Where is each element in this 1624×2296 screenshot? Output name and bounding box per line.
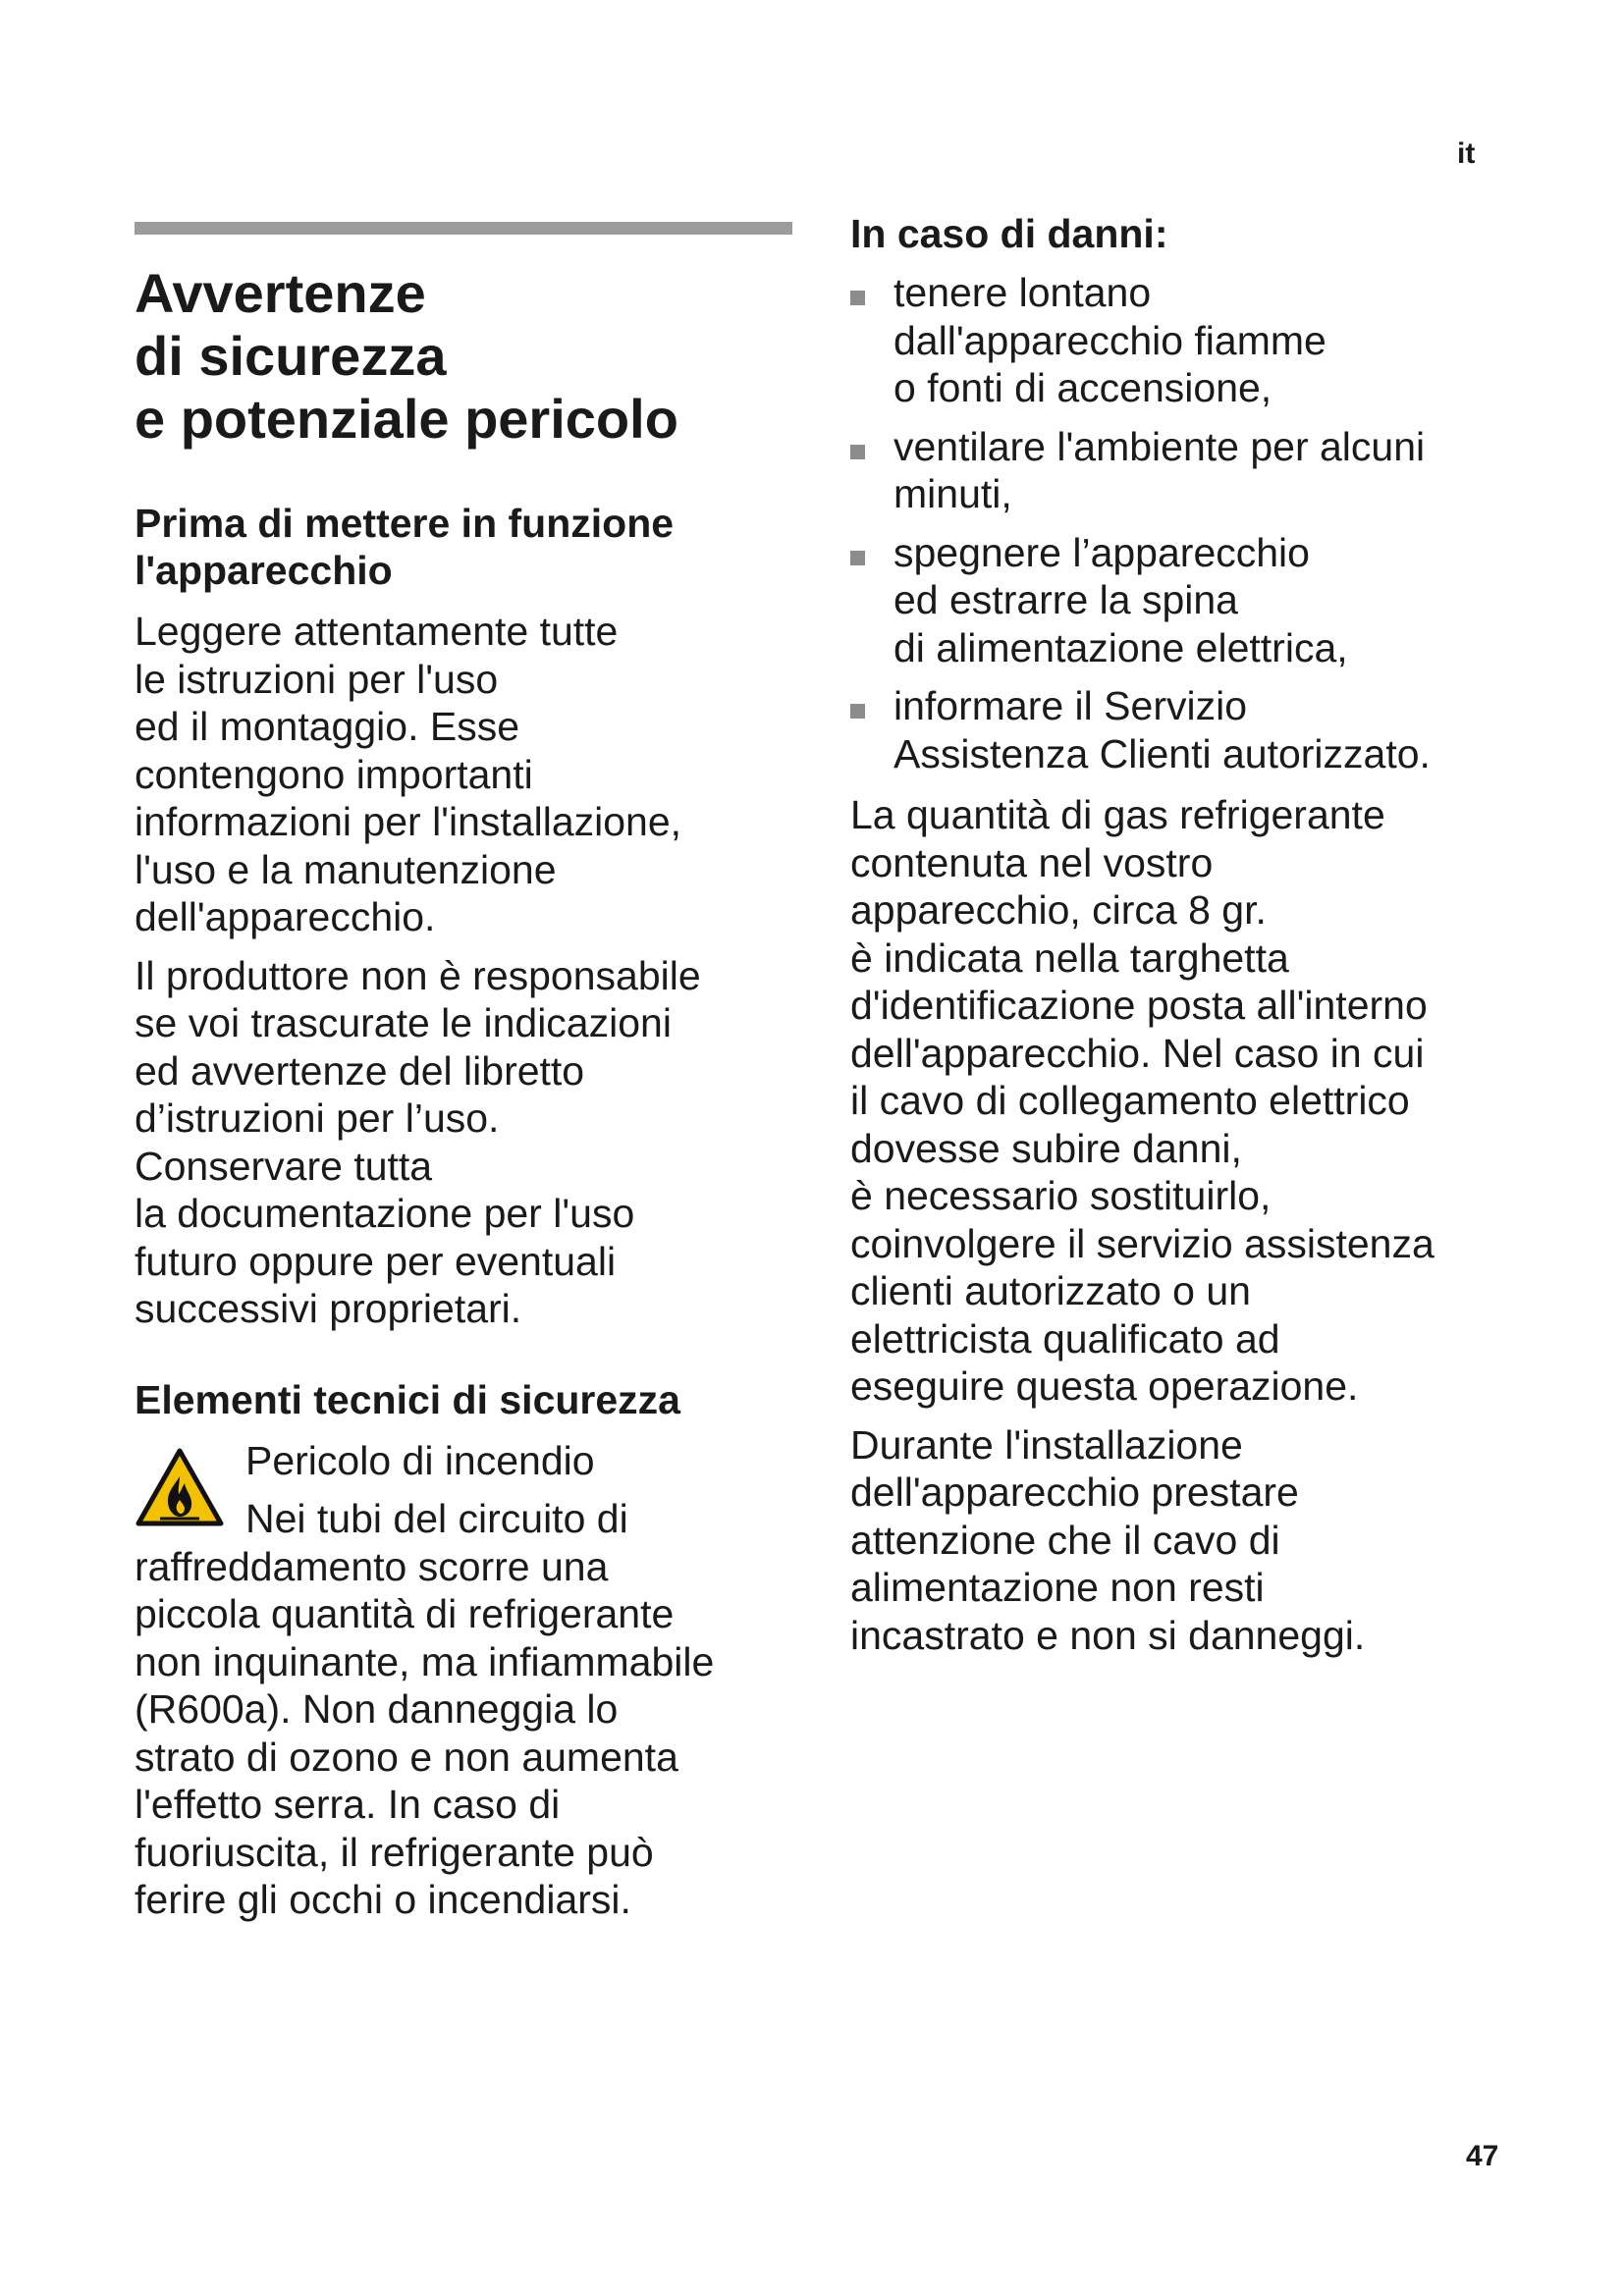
text-line: elettricista qualificato ad xyxy=(850,1315,1280,1362)
text-line: contenuta nel vostro xyxy=(850,839,1214,885)
paragraph-manufacturer-liability xyxy=(135,952,792,1333)
text-line: piccola quantità di refrigerante xyxy=(135,1591,675,1636)
text-line: dell'apparecchio. Nel caso in cui xyxy=(850,1030,1425,1076)
list-item xyxy=(850,682,1528,777)
text-line: spegnere l’apparecchio xyxy=(893,529,1310,575)
text-line: informazioni per l'installazione, xyxy=(135,799,682,844)
list-item xyxy=(850,423,1528,518)
section-heading-before-use xyxy=(135,500,792,594)
text-line: il cavo di collegamento elettrico xyxy=(850,1078,1410,1123)
text-line: l'uso e la manutenzione xyxy=(135,846,557,892)
text-line: (R600a). Non danneggia lo xyxy=(135,1686,619,1732)
fire-hazard-warning-icon xyxy=(135,1447,225,1527)
text-line: dell'apparecchio. xyxy=(135,894,436,939)
title-line: di sicurezza xyxy=(135,325,447,387)
paragraph-installation-cable xyxy=(850,1421,1528,1660)
paragraph-read-instructions xyxy=(135,608,792,941)
page-number: 47 xyxy=(1466,2140,1499,2172)
text-line: di alimentazione elettrica, xyxy=(893,624,1348,670)
section-heading-in-case-of-damage: In caso di danni: xyxy=(850,211,1168,256)
text-line: dell'apparecchio prestare xyxy=(850,1469,1299,1515)
text-line: ferire gli occhi o incendiarsi. xyxy=(135,1877,631,1922)
page-title xyxy=(135,262,792,451)
left-column xyxy=(135,222,792,1935)
section-heading-safety-elements xyxy=(135,1376,792,1423)
text-line: Leggere attentamente tutte xyxy=(135,609,619,654)
text-line: d'identificazione posta all'interno xyxy=(850,983,1428,1028)
list-item xyxy=(850,269,1528,412)
text-line: Conservare tutta xyxy=(135,1143,433,1189)
square-bullet-icon xyxy=(850,445,865,459)
text-line: è indicata nella targhetta xyxy=(850,934,1289,981)
text-line: ventilare l'ambiente per alcuni xyxy=(893,423,1426,469)
text-line: raffreddamento scorre una xyxy=(135,1543,609,1589)
text-line: alimentazione non resti xyxy=(850,1565,1265,1610)
text-line: se voi trascurate le indicazioni xyxy=(135,1000,672,1045)
heading-line: l'apparecchio xyxy=(135,548,393,593)
text-line: l'effetto serra. In caso di xyxy=(135,1782,561,1827)
text-line: strato di ozono e non aumenta xyxy=(135,1734,678,1780)
text-line: attenzione che il cavo di xyxy=(850,1517,1280,1563)
text-line: minuti, xyxy=(893,471,1012,516)
list-item xyxy=(850,529,1528,672)
text-line: coinvolgere il servizio assistenza xyxy=(850,1220,1435,1266)
language-label: it xyxy=(1457,137,1476,170)
text-line: futuro oppure per eventuali xyxy=(135,1238,617,1284)
text-line: clienti autorizzato o un xyxy=(850,1268,1251,1313)
text-line: ed il montaggio. Esse xyxy=(135,704,520,749)
text-line: dovesse subire danni, xyxy=(850,1125,1242,1171)
damage-actions-list xyxy=(850,269,1528,777)
text-line: d’istruzioni per l’uso. xyxy=(135,1095,500,1141)
text-line: apparecchio, circa 8 gr. xyxy=(850,887,1267,933)
text-line: incastrato e non si danneggi. xyxy=(850,1612,1366,1658)
heading-line: Elementi tecnici di sicurezza xyxy=(135,1376,680,1422)
text-line: informare il Servizio xyxy=(893,683,1247,728)
text-line: o fonti di accensione, xyxy=(893,365,1272,410)
text-line: tenere lontano xyxy=(893,270,1152,315)
text-line: Assistenza Clienti autorizzato. xyxy=(893,730,1431,776)
paragraph-refrigerant-quantity xyxy=(850,791,1528,1411)
text-line: ed estrarre la spina xyxy=(893,577,1238,622)
text-line: fuoriuscita, il refrigerante può xyxy=(135,1829,654,1875)
square-bullet-icon xyxy=(850,291,865,305)
text-line: Durante l'installazione xyxy=(850,1421,1243,1468)
text-line: non inquinante, ma infiammabile xyxy=(135,1638,715,1684)
text-line: eseguire questa operazione. xyxy=(850,1363,1359,1409)
warning-title: Pericolo di incendio xyxy=(245,1437,595,1483)
right-column xyxy=(850,210,1528,1670)
text-line: ed avvertenze del libretto xyxy=(135,1047,585,1094)
text-line: Il produttore non è responsabile xyxy=(135,952,701,998)
text-line: contengono importanti xyxy=(135,751,533,797)
text-line: le istruzioni per l'uso xyxy=(135,656,499,702)
text-line: La quantità di gas refrigerante xyxy=(850,792,1385,837)
title-line: Avvertenze xyxy=(135,262,426,324)
section-divider xyxy=(135,222,792,235)
text-line: la documentazione per l'uso xyxy=(135,1191,635,1236)
text-line: dall'apparecchio fiamme xyxy=(893,317,1326,363)
text-line: è necessario sostituirlo, xyxy=(850,1173,1272,1218)
text-line: Nei tubi del circuito di xyxy=(245,1496,628,1541)
text-line: successivi proprietari. xyxy=(135,1286,522,1331)
square-bullet-icon xyxy=(850,704,865,719)
heading-line: Prima di mettere in funzione xyxy=(135,501,675,546)
square-bullet-icon xyxy=(850,551,865,565)
title-line: e potenziale pericolo xyxy=(135,388,678,450)
fire-warning-block xyxy=(135,1437,792,1924)
